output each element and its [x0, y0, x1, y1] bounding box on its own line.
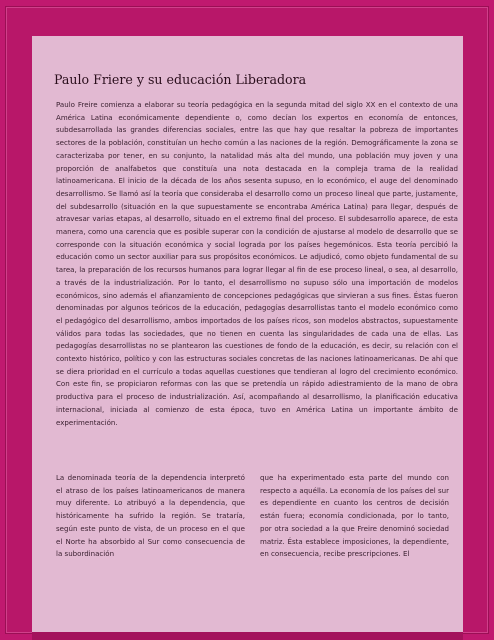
right-column-text: que ha experimentado esta parte del mundo con respecto a aquélla. La economía de los países del sur es dependiente en cuanto los centros de decisión están fuera; economía condicionada, por lo tanto, por otra sociedad a la que Freire denominó sociedad matriz. Ésta establece imposiciones, la dependiente, en consecuencia, recibe prescripciones. El [260, 473, 449, 559]
document-page [32, 36, 463, 632]
page-title: Paulo Friere y su educación Liberadora [54, 72, 307, 87]
body-paragraph: Paulo Freire comienza a elaborar su teoría pedagógica en la segunda mitad del siglo XX en el contexto de una América Latina económicamente dependiente o, como decían los expertos en economía de entonces, subdesarrollada las grandes diferencias sociales, entre las que hay que resaltar la pobreza de importantes sectores de la población, constituían un hecho común a las naciones de la región. Demográficamente la zona se caracterizaba por tener, en su conjunto, la natalidad más alta del mundo, una población muy joven y una proporción de analfabetos que constituía una nota destacada en la compleja trama de la realidad latinoamericana. El inicio de la década de los años sesenta supuso, en lo económico, el auge del denominado desarrollismo. Se llamó así la teoría que consideraba el desarrollo como un proceso lineal que parte, justamente, del subdesarrollo (situación en la que supuestamente se encontraba América Latina) para llegar, después de atravesar varias etapas, al desarrollo, situado en el extremo final del proceso. El subdesarrollo aparece, de esta manera, como una carencia que es posible superar con la condición de ajustarse al modelo de desarrollo que se corresponde con la situación económica y social lograda por los países hegemónicos. Esta teoría percibió la educación como un sector auxiliar para sus propósitos económicos. Le adjudicó, como objeto fundamental de su tarea, la preparación de los recursos humanos para lograr llegar al fin de ese proceso lineal, o sea, al desarrollo, a través de la industrialización. Por lo tanto, el desarrollismo no supuso sólo una importación de modelos económicos, sino además el afianzamiento de concepciones pedagógicas que sirvieran a sus fines. Éstas fueron denominadas por algunos teóricos de la educación, pedagogías desarrollistas tanto el modelo económico como el pedagógico del desarrollismo, ambos importados de los países ricos, son modelos abstractos, supuestamente válidos para todas las sociedades, que no tienen en cuenta las singularidades de cada una de ellas. Las pedagogías desarrollistas no se plantearon las cuestiones de fondo de la educación, es decir, su relación con el contexto histórico, político y con las estructuras sociales concretas de las naciones latinoamericanas. De ahí que se diera prioridad en el currículo a todas aquellas cuestiones que tendieran al logro del crecimiento económico. Con este fin, se propiciaron reformas con las que se pretendía un rápido adiestramiento de la mano de obra productiva para el proceso de industrialización. Así, acompañando al desarrollismo, la planificación educativa internacional, iniciada al comienzo de esta época, tuvo en América Latina un importante ámbito de experimentación. [56, 100, 458, 427]
left-column-text: La denominada teoría de la dependencia interpretó el atraso de los países latinoamericanos de manera muy diferente. Lo atribuyó a la dependencia, que históricamente ha sufrido la región. Se trataría, según este punto de vista, de un proceso en el que el Norte ha absorbido al Sur como consecuencia de la subordinación [56, 473, 245, 559]
bottom-border [32, 632, 463, 640]
